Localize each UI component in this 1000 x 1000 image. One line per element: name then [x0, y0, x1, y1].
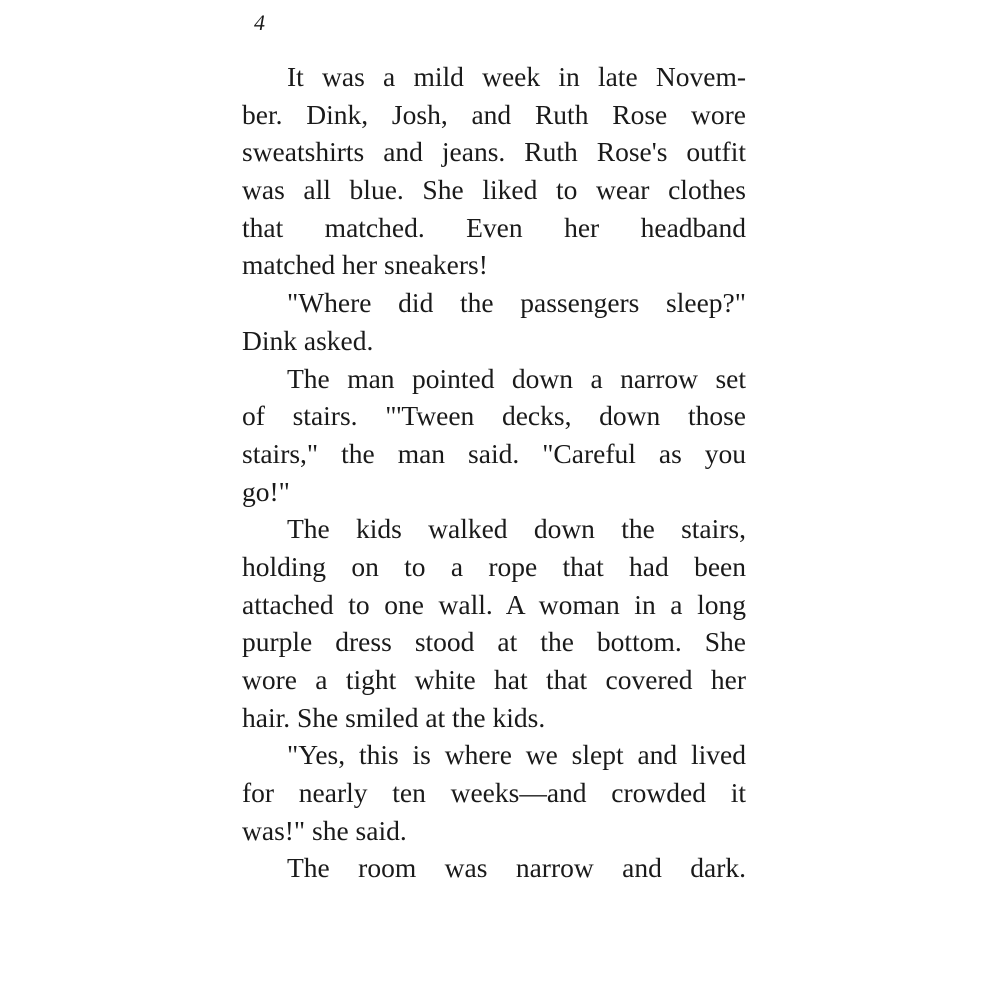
text-line: that matched. Even her headband	[242, 211, 746, 243]
text-line: stairs," the man said. "Careful as you	[242, 437, 746, 469]
text-line: wore a tight white hat that covered her	[242, 664, 746, 695]
page-number: 4	[254, 10, 265, 35]
text-line: go!"	[242, 475, 290, 507]
text-line: holding on to a rope that had been	[242, 550, 746, 582]
text-line: of stairs. "'Tween decks, down those	[242, 400, 746, 432]
text-line: purple dress stood at the bottom. She	[242, 626, 746, 658]
text-line: The room was narrow and dark.	[287, 852, 746, 884]
text-line: "Yes, this is where we slept and lived	[287, 739, 746, 771]
text-line: sweatshirts and jeans. Ruth Rose's outfit	[242, 136, 746, 168]
text-line: It was a mild week in late Novem-	[287, 61, 746, 92]
text-line: Dink asked.	[242, 324, 374, 356]
text-line: ber. Dink, Josh, and Ruth Rose wore	[242, 98, 746, 130]
text-line: hair. She smiled at the kids.	[242, 701, 546, 733]
text-line: attached to one wall. A woman in a long	[242, 588, 746, 620]
text-line: was!" she said.	[242, 814, 407, 846]
text-line: for nearly ten weeks—and crowded it	[242, 777, 746, 809]
text-line: matched her sneakers!	[242, 249, 488, 281]
text-line: "Where did the passengers sleep?"	[287, 287, 746, 319]
text-line: The kids walked down the stairs,	[287, 513, 746, 545]
text-line: was all blue. She liked to wear clothes	[242, 174, 746, 206]
text-line: The man pointed down a narrow set	[287, 362, 746, 394]
body-text	[242, 58, 746, 887]
